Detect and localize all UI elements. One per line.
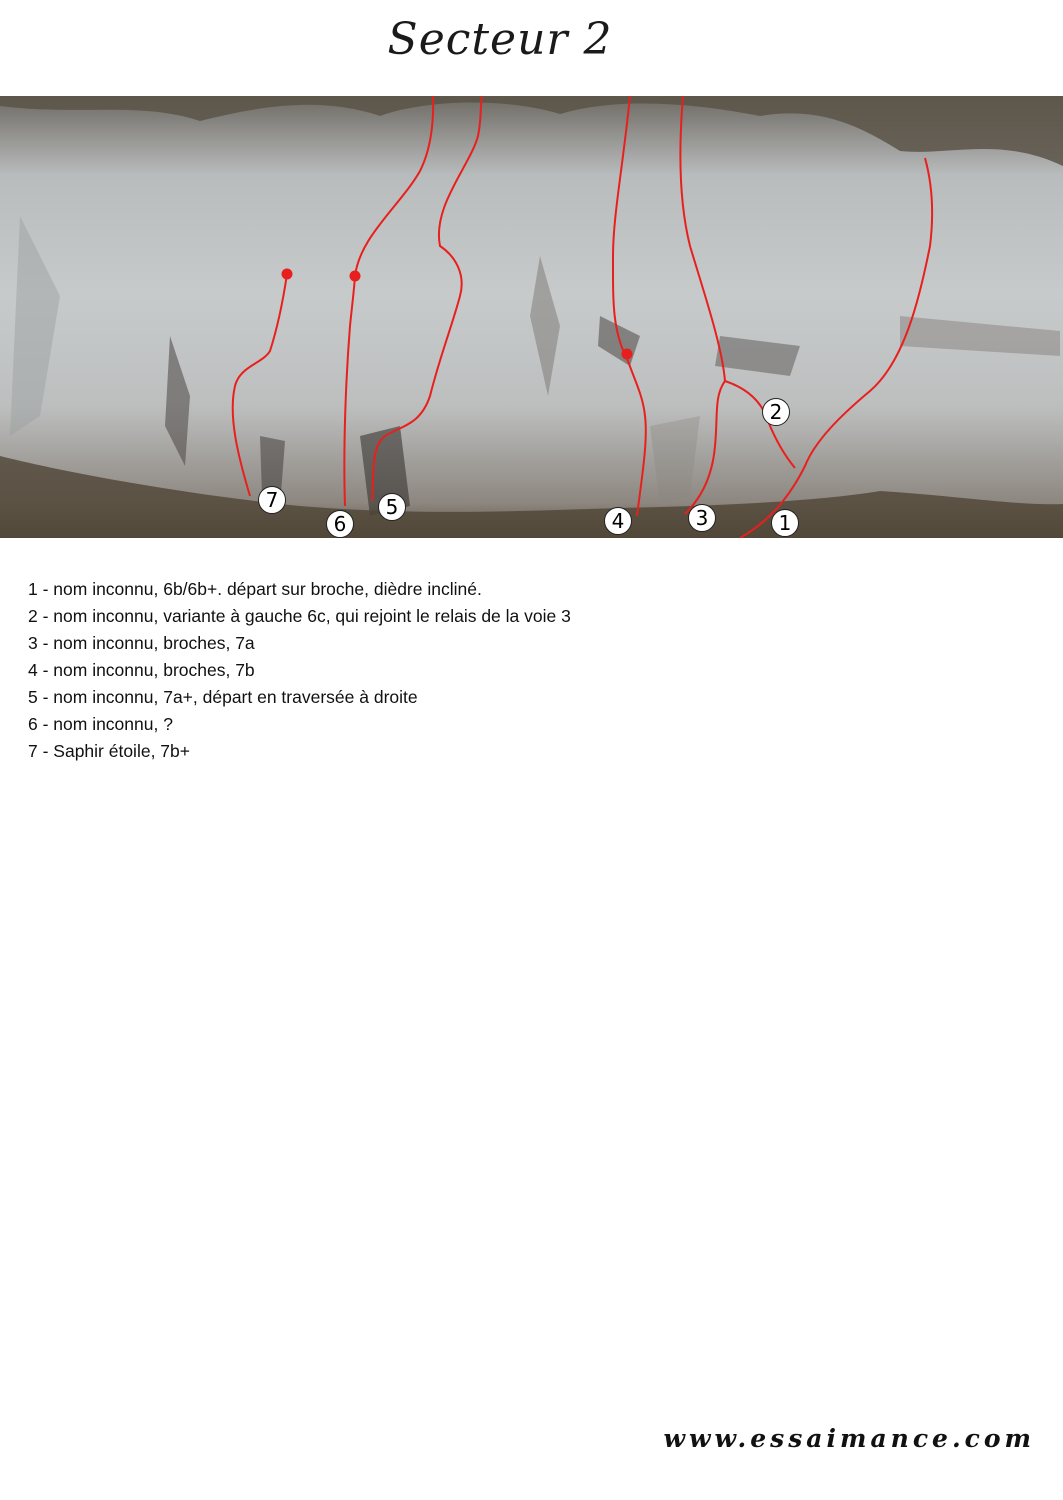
legend-item: 1 - nom inconnu, 6b/6b+. départ sur broche, dièdre incliné. xyxy=(28,579,482,599)
route-label-4: 4 xyxy=(604,507,632,535)
route-label-2: 2 xyxy=(762,398,790,426)
page-title: Secteur 2 xyxy=(387,14,613,65)
legend-item: 7 - Saphir étoile, 7b+ xyxy=(28,741,190,761)
route-label-7: 7 xyxy=(258,486,286,514)
legend-item: 4 - nom inconnu, broches, 7b xyxy=(28,660,255,680)
route-label-6: 6 xyxy=(326,510,354,538)
route-label-1: 1 xyxy=(771,509,799,537)
route-legend xyxy=(28,576,571,765)
website-link[interactable]: www.essaimance.com xyxy=(663,1424,1035,1453)
route-label-5: 5 xyxy=(378,493,406,521)
legend-item: 2 - nom inconnu, variante à gauche 6c, qui rejoint le relais de la voie 3 xyxy=(28,606,571,626)
legend-item: 3 - nom inconnu, broches, 7a xyxy=(28,633,255,653)
crag-photo xyxy=(0,96,1063,538)
legend-item: 5 - nom inconnu, 7a+, départ en traversée à droite xyxy=(28,687,418,707)
route-label-3: 3 xyxy=(688,504,716,532)
route-topo xyxy=(0,96,1063,538)
legend-item: 6 - nom inconnu, ? xyxy=(28,714,173,734)
